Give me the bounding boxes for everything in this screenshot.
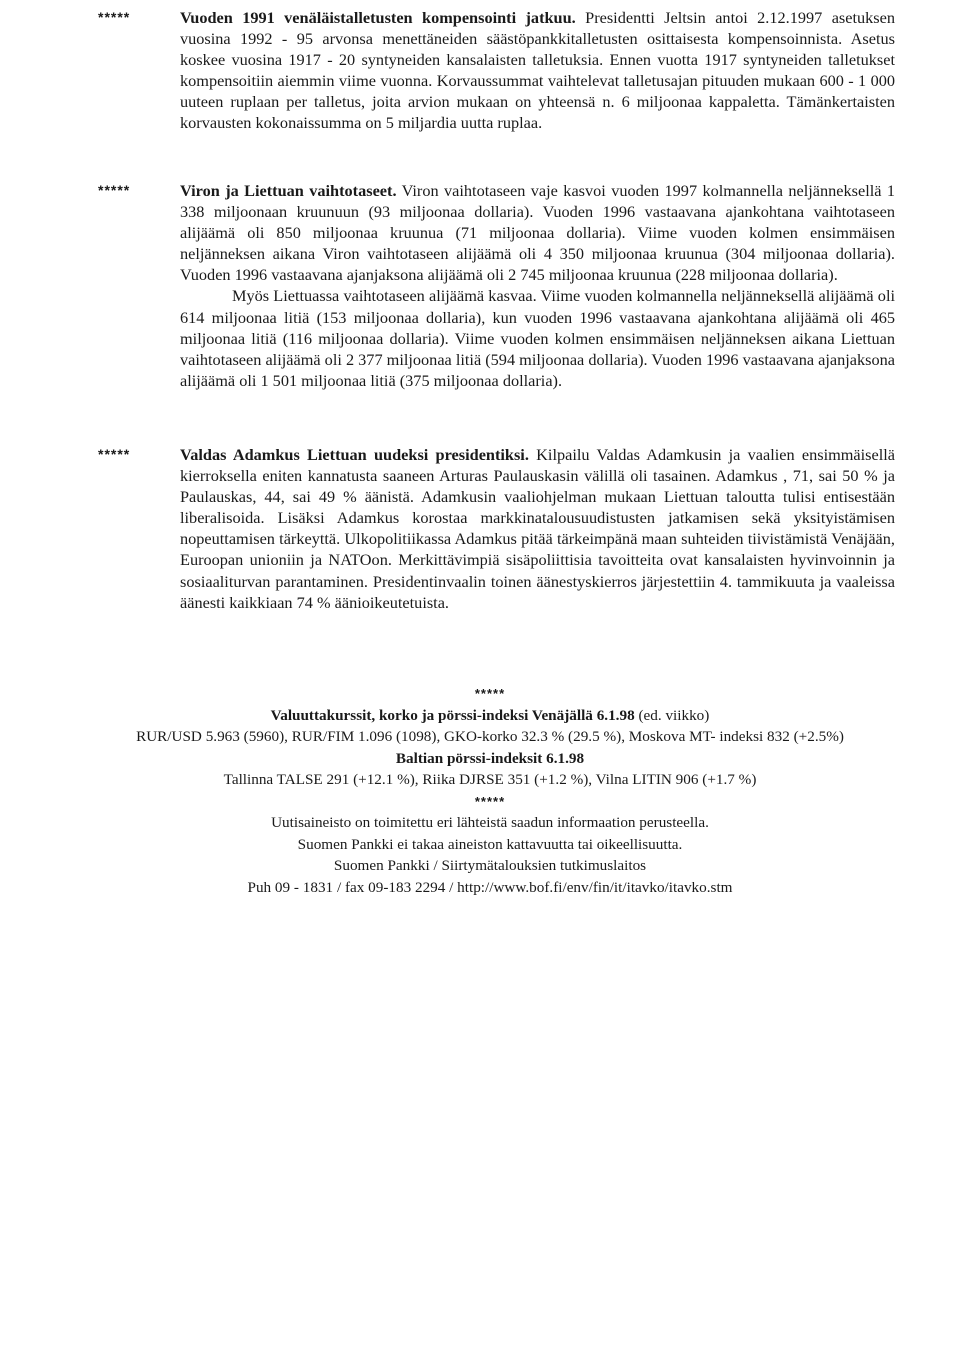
news-headline: Vuoden 1991 venäläistalletusten kompensointi jatkuu. bbox=[180, 8, 576, 27]
section-marker: ***** bbox=[98, 446, 131, 462]
separator-stars: ***** bbox=[474, 686, 506, 701]
news-paragraph bbox=[180, 7, 895, 134]
separator-stars: ***** bbox=[474, 793, 506, 809]
news-item-body bbox=[180, 444, 895, 613]
news-paragraph bbox=[180, 285, 895, 390]
market-data-footer bbox=[80, 683, 900, 898]
rates-heading: Valuuttakurssit, korko ja pörssi-indeksi Venäjällä 6.1.98 (ed. viikko) bbox=[270, 706, 710, 724]
news-headline: Valdas Adamkus Liettuan uudeksi presidentiksi. bbox=[180, 445, 529, 464]
news-item-body bbox=[180, 180, 895, 391]
institution-name: Suomen Pankki / Siirtymätalouksien tutkimuslaitos bbox=[333, 857, 647, 874]
section-marker: ***** bbox=[98, 182, 131, 198]
news-item-body bbox=[180, 7, 895, 134]
disclaimer: Suomen Pankki ei takaa aineiston kattavuutta tai oikeellisuutta. bbox=[297, 835, 683, 853]
news-text: Presidentti Jeltsin antoi 2.12.1997 asetuksen vuosina 1992 - 95 arvonsa menettäneiden säästöpankkitalletusten osittaisesta kompensoinnista. Asetus koskee vuosina 1917 - 20 syntyneiden kansalaisten talletuksia. Ennen vuotta 1917 syntyneiden talletukset kompensoitiin aiemmin viime vuonna. Korvaussummat vaihtelevat talletusajan pituuden mukaan 600 - 1 000 uuteen ruplaan per talletus, joita arvion mukaan on yhteensä n. 6 miljoonaa kappaletta. Tämänkertaisten korvausten kokonaissumma on 5 miljardia uutta ruplaa. bbox=[180, 8, 895, 133]
exchange-rates-line: RUR/USD 5.963 (5960), RUR/FIM 1.096 (1098), GKO-korko 32.3 % (29.5 %), Moskova MT- indeksi 832 (+2.5%) bbox=[136, 728, 844, 745]
news-paragraph bbox=[180, 180, 895, 285]
news-text: Kilpailu Valdas Adamkusin ja vaalien ensimmäisellä kierroksella eniten kannatusta saaneen Arturas Paulauskasin välillä oli tasainen. Adamkus , 71, sai 50 % ja Paulauskas, 44, sai 49 % äänistä. Adamkusin vaaliohjelman mukaan Liettuan taloutta tulisi entisestään liberalisoida. Lisäksi Adamkus korostaa markkinatalousuudistusten jatkamisen sekä yksityistämisen nopeuttamisen tärkeyttä. Ulkopolitiikassa Adamkus pitää tärkeimpänä maan suhteiden tiivistämistä Venäjään, Euroopan unioniin ja NATOon. Merkittävimpiä sisäpoliittisia tavoitteita ovat kansalaisten hyvinvoinnin ja sosiaaliturvan parantaminen. Presidentinvaalin toinen äänestyskierros järjestettiin 4. tammikuuta ja vaaleissa äänesti kaikkiaan 74 % äänioikeutetuista. bbox=[180, 445, 895, 612]
news-text: Viron vaihtotaseen vaje kasvoi vuoden 1997 kolmannella neljänneksellä 1 338 miljoonaan kruunuun (93 miljoonaa dollaria). Vuoden 1996 vastaavana ajankohtana vaihtotaseen alijäämä oli 850 miljoonaa kruunua (71 miljoonaa dollaria). Viime vuoden kolmen ensimmäisen neljänneksen aikana Viron vaihtotaseen alijäämä oli 4 350 miljoonaa kruunua (304 miljoonaa dollaria). Vuoden 1996 vastaavana ajanjaksona alijäämä oli 2 745 miljoonaa kruunua (228 miljoonaa dollaria). bbox=[180, 181, 895, 285]
contact-info: Puh 09 - 1831 / fax 09-183 2294 / http://www.bof.fi/env/fin/it/itavko/itavko.stm bbox=[247, 878, 733, 896]
news-text: Myös Liettuassa vaihtotaseen alijäämä kasvaa. Viime vuoden kolmannella neljänneksellä alijäämä oli 614 miljoonaa litiä (153 miljoonaa dollaria), kun vuoden 1996 vastaavana ajankohtana alijäämä oli 465 miljoonaa litiä (116 miljoonaa dollaria). Viime vuoden kolmen ensimmäisen neljänneksen aikana Liettuan vaihtotaseen alijäämä oli 2 377 miljoonaa litiä (594 miljoonaa dollaria). Vuoden 1996 vastaavana ajanjaksona alijäämä oli 1 501 miljoonaa litiä (375 miljoonaa dollaria). bbox=[180, 286, 895, 390]
baltic-indices-line: Tallinna TALSE 291 (+12.1 %), Riika DJRSE 351 (+1.2 %), Vilna LITIN 906 (+1.7 %) bbox=[223, 771, 757, 788]
news-headline: Viron ja Liettuan vaihtotaseet. bbox=[180, 181, 397, 200]
source-note: Uutisaineisto on toimitettu eri lähteistä saadun informaation perusteella. bbox=[271, 814, 709, 831]
section-marker: ***** bbox=[98, 9, 131, 25]
news-paragraph bbox=[180, 444, 895, 613]
baltic-indices-heading: Baltian pörssi-indeksit 6.1.98 bbox=[395, 749, 585, 767]
